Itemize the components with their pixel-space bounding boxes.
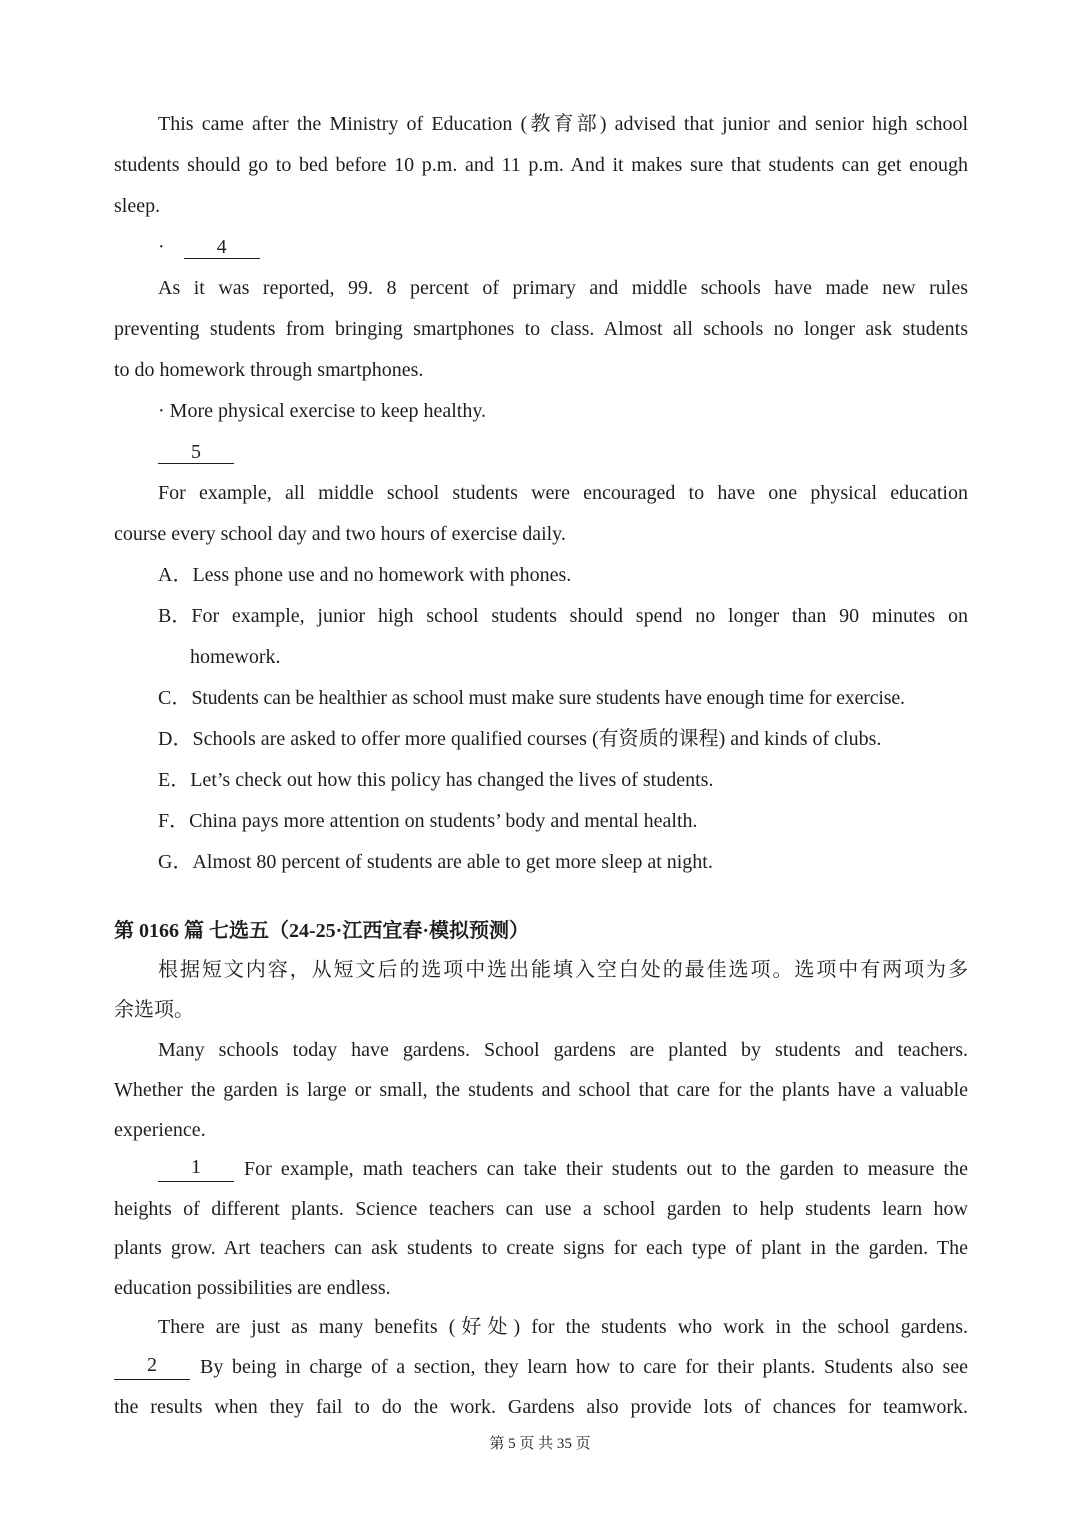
instruction-line: 余选项。: [114, 999, 194, 1021]
bullet-icon: ·: [158, 236, 165, 258]
option-text: Almost 80 percent of students are able to get more sleep at night.: [192, 851, 713, 873]
option-b: [158, 603, 968, 629]
option-g: [158, 849, 968, 875]
option-c: [158, 685, 968, 711]
option-text: Let’s check out how this policy has changed the lives of students.: [190, 769, 714, 791]
option-text: For example, junior high school students should spend no longer than 90 minutes on: [191, 605, 968, 627]
option-e: [158, 767, 968, 793]
paragraph-line: [158, 1156, 968, 1182]
paragraph-line: Whether the garden is large or small, the students and school that care for the plants have a valuable: [114, 1079, 968, 1101]
option-d: [158, 726, 968, 752]
paragraph-line: There are just as many benefits (好处) for the students who work in the school gardens.: [158, 1316, 968, 1338]
option-label: E．: [158, 769, 191, 791]
paragraph-line: [114, 1354, 968, 1380]
instruction-line: 根据短文内容，从短文后的选项中选出能填入空白处的最佳选项。选项中有两项为多: [158, 959, 968, 981]
option-label: F．: [158, 810, 190, 832]
paragraph-line: course every school day and two hours of exercise daily.: [114, 523, 566, 545]
answer-blank-5: 5: [158, 441, 234, 464]
paragraph-line: This came after the Ministry of Education (教育部) advised that junior and senior high school: [158, 113, 968, 135]
option-label: A．: [158, 564, 193, 586]
option-text: China pays more attention on students’ body and mental health.: [189, 810, 698, 832]
paragraph-line: to do homework through smartphones.: [114, 359, 424, 381]
paragraph-line: plants grow. Art teachers can ask students to create signs for each type of plant in the garden. The: [114, 1237, 968, 1259]
option-f: [158, 808, 968, 834]
page-footer: 第 5 页 共 35 页: [489, 1436, 591, 1452]
option-text: Students can be healthier as school must make sure students have enough time for exercise.: [191, 687, 905, 709]
answer-blank-1: 1: [158, 1156, 234, 1182]
paragraph-line: sleep.: [114, 195, 161, 217]
bullet-blank-line: [158, 234, 968, 260]
paragraph-line: For example, all middle school students were encouraged to have one physical education: [158, 482, 968, 504]
paragraph-line: students should go to bed before 10 p.m. and 11 p.m. And it makes sure that students can get enough: [114, 154, 968, 176]
section-heading: 第 0166 篇 七选五（24-25·江西宜春·模拟预测）: [114, 920, 529, 942]
paragraph-line: the results when they fail to do the work. Gardens also provide lots of chances for teamwork.: [114, 1396, 968, 1418]
option-label: C．: [158, 687, 192, 709]
option-label: G．: [158, 851, 193, 873]
paragraph-line: preventing students from bringing smartphones to class. Almost all schools no longer ask students: [114, 318, 968, 340]
paragraph-line: heights of different plants. Science teachers can use a school garden to help students learn how: [114, 1198, 968, 1220]
option-text: Schools are asked to offer more qualified courses (有资质的课程) and kinds of clubs.: [192, 728, 882, 750]
option-text: Less phone use and no homework with phones.: [192, 564, 572, 586]
paragraph-line: Many schools today have gardens. School gardens are planted by students and teachers.: [158, 1039, 968, 1061]
option-label: B．: [158, 605, 192, 627]
answer-blank-4: 4: [184, 236, 260, 259]
paragraph-line: education possibilities are endless.: [114, 1277, 391, 1299]
paragraph-text: By being in charge of a section, they learn how to care for their plants. Students also see: [200, 1356, 968, 1378]
answer-blank-2: 2: [114, 1354, 190, 1380]
blank-line: [158, 439, 968, 465]
paragraph-line: As it was reported, 99. 8 percent of primary and middle schools have made new rules: [158, 277, 968, 299]
option-a: [158, 562, 968, 588]
option-b-continued: homework.: [190, 646, 281, 668]
paragraph-line: experience.: [114, 1119, 206, 1141]
paragraph-text: For example, math teachers can take their students out to the garden to measure the: [244, 1158, 968, 1180]
option-label: D．: [158, 728, 193, 750]
bullet-heading: · More physical exercise to keep healthy.: [158, 400, 487, 422]
